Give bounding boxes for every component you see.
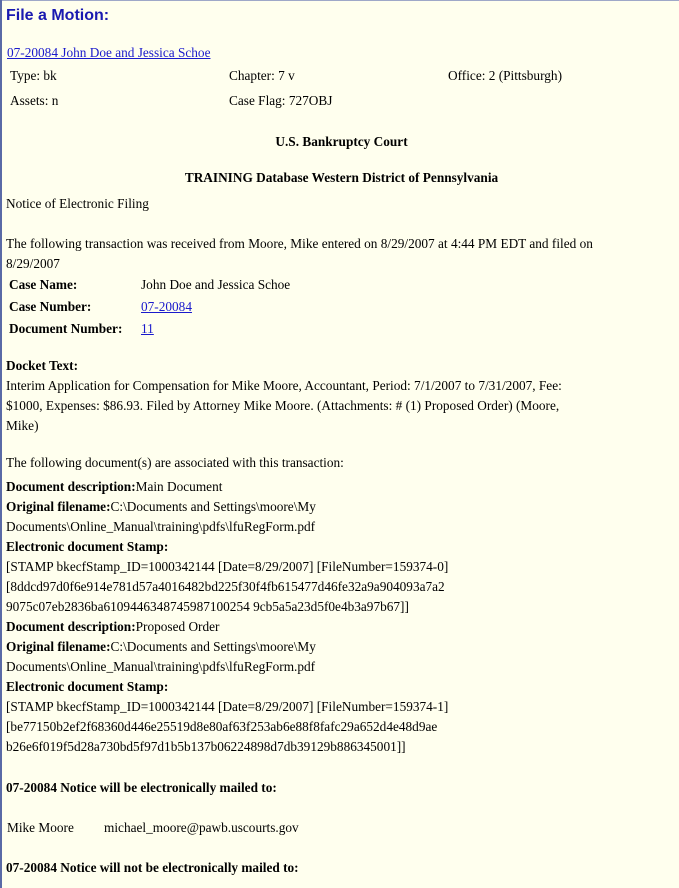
case-number-link[interactable]: 07-20084 bbox=[141, 299, 192, 314]
top-rule bbox=[2, 0, 679, 1]
doc1-stamp-1: [STAMP bkecfStamp_ID=1000342144 [Date=8/29/2007] [FileNumber=159374-0] bbox=[6, 559, 449, 574]
document-number-link[interactable]: 11 bbox=[141, 321, 154, 336]
doc2-filename-value-2: Documents\Online_Manual\training\pdfs\lfuRegForm.pdf bbox=[6, 659, 316, 674]
court-name: U.S. Bankruptcy Court bbox=[275, 134, 408, 149]
notice-type: Notice of Electronic Filing bbox=[6, 196, 149, 211]
transaction-text-1: The following transaction was received from Moore, Mike entered on 8/29/2007 at 4:44 PM EDT and filed on bbox=[6, 236, 593, 251]
doc1-stamp-2: [8ddcd97d0f6e914e781d57a4016482bd225f30f4fb615477d46fe32a9a904093a7a2 bbox=[6, 579, 445, 594]
doc2-filename-label: Original filename: bbox=[6, 639, 111, 654]
doc2-description bbox=[6, 619, 219, 635]
doc2-stamp-3: b26e6f019f5d28a730bd5f97d1b5b137b06224898d7db39129b886345001]] bbox=[6, 739, 406, 754]
not-mailed-heading: 07-20084 Notice will not be electronically mailed to: bbox=[6, 860, 299, 875]
transaction-text-2: 8/29/2007 bbox=[6, 256, 60, 271]
doc2-stamp-1: [STAMP bkecfStamp_ID=1000342144 [Date=8/29/2007] [FileNumber=159374-1] bbox=[6, 699, 449, 714]
docket-text-1: Interim Application for Compensation for Mike Moore, Accountant, Period: 7/1/2007 to 7/31/2007, Fee: bbox=[6, 378, 562, 393]
mailed-heading: 07-20084 Notice will be electronically mailed to: bbox=[6, 780, 277, 795]
case-link[interactable]: 07-20084 John Doe and Jessica Schoe bbox=[7, 45, 211, 60]
doc1-filename-value-2: Documents\Online_Manual\training\pdfs\lfuRegForm.pdf bbox=[6, 519, 316, 534]
case-type: Type: bk bbox=[10, 68, 57, 83]
case-assets: Assets: n bbox=[10, 93, 59, 108]
doc2-filename-value-1: C:\Documents and Settings\moore\My bbox=[110, 639, 316, 654]
doc2-stamp-2: [be77150b2ef2f68360d446e25519d8e80af63f253ab6e88f8fafc29a652d4e48d9ae bbox=[6, 719, 438, 734]
doc1-filename bbox=[6, 499, 316, 515]
recipient-name: Mike Moore bbox=[7, 820, 74, 835]
case-chapter: Chapter: 7 v bbox=[229, 68, 295, 83]
doc1-description-value: Main Document bbox=[135, 479, 223, 494]
recipient-email: michael_moore@pawb.uscourts.gov bbox=[104, 820, 299, 835]
doc2-description-label: Document description: bbox=[6, 619, 136, 634]
doc1-description bbox=[6, 479, 222, 495]
page-title: File a Motion: bbox=[6, 7, 110, 24]
case-name-label: Case Name: bbox=[9, 277, 78, 292]
associated-intro: The following document(s) are associated with this transaction: bbox=[6, 455, 344, 470]
doc1-stamp-label: Electronic document Stamp: bbox=[6, 539, 169, 554]
case-flag: Case Flag: 727OBJ bbox=[229, 93, 333, 108]
doc2-stamp-label: Electronic document Stamp: bbox=[6, 679, 169, 694]
docket-text-3: Mike) bbox=[6, 418, 39, 433]
case-number-label: Case Number: bbox=[9, 299, 92, 314]
doc2-description-value: Proposed Order bbox=[135, 619, 220, 634]
doc2-filename bbox=[6, 639, 316, 655]
document-number-label: Document Number: bbox=[9, 321, 123, 336]
doc1-filename-value-1: C:\Documents and Settings\moore\My bbox=[110, 499, 316, 514]
doc1-stamp-3: 9075c07eb2836ba6109446348745987100254 9cb5a5a23d5f0e4b3a97b67]] bbox=[6, 599, 409, 614]
doc1-description-label: Document description: bbox=[6, 479, 136, 494]
docket-text-2: $1000, Expenses: $86.93. Filed by Attorney Mike Moore. (Attachments: # (1) Proposed Order) (Moore, bbox=[6, 398, 560, 413]
doc1-filename-label: Original filename: bbox=[6, 499, 111, 514]
district-name: TRAINING Database Western District of Pennsylvania bbox=[184, 170, 499, 185]
docket-label: Docket Text: bbox=[6, 358, 79, 373]
case-office: Office: 2 (Pittsburgh) bbox=[448, 68, 562, 83]
case-name-value: John Doe and Jessica Schoe bbox=[141, 277, 291, 292]
